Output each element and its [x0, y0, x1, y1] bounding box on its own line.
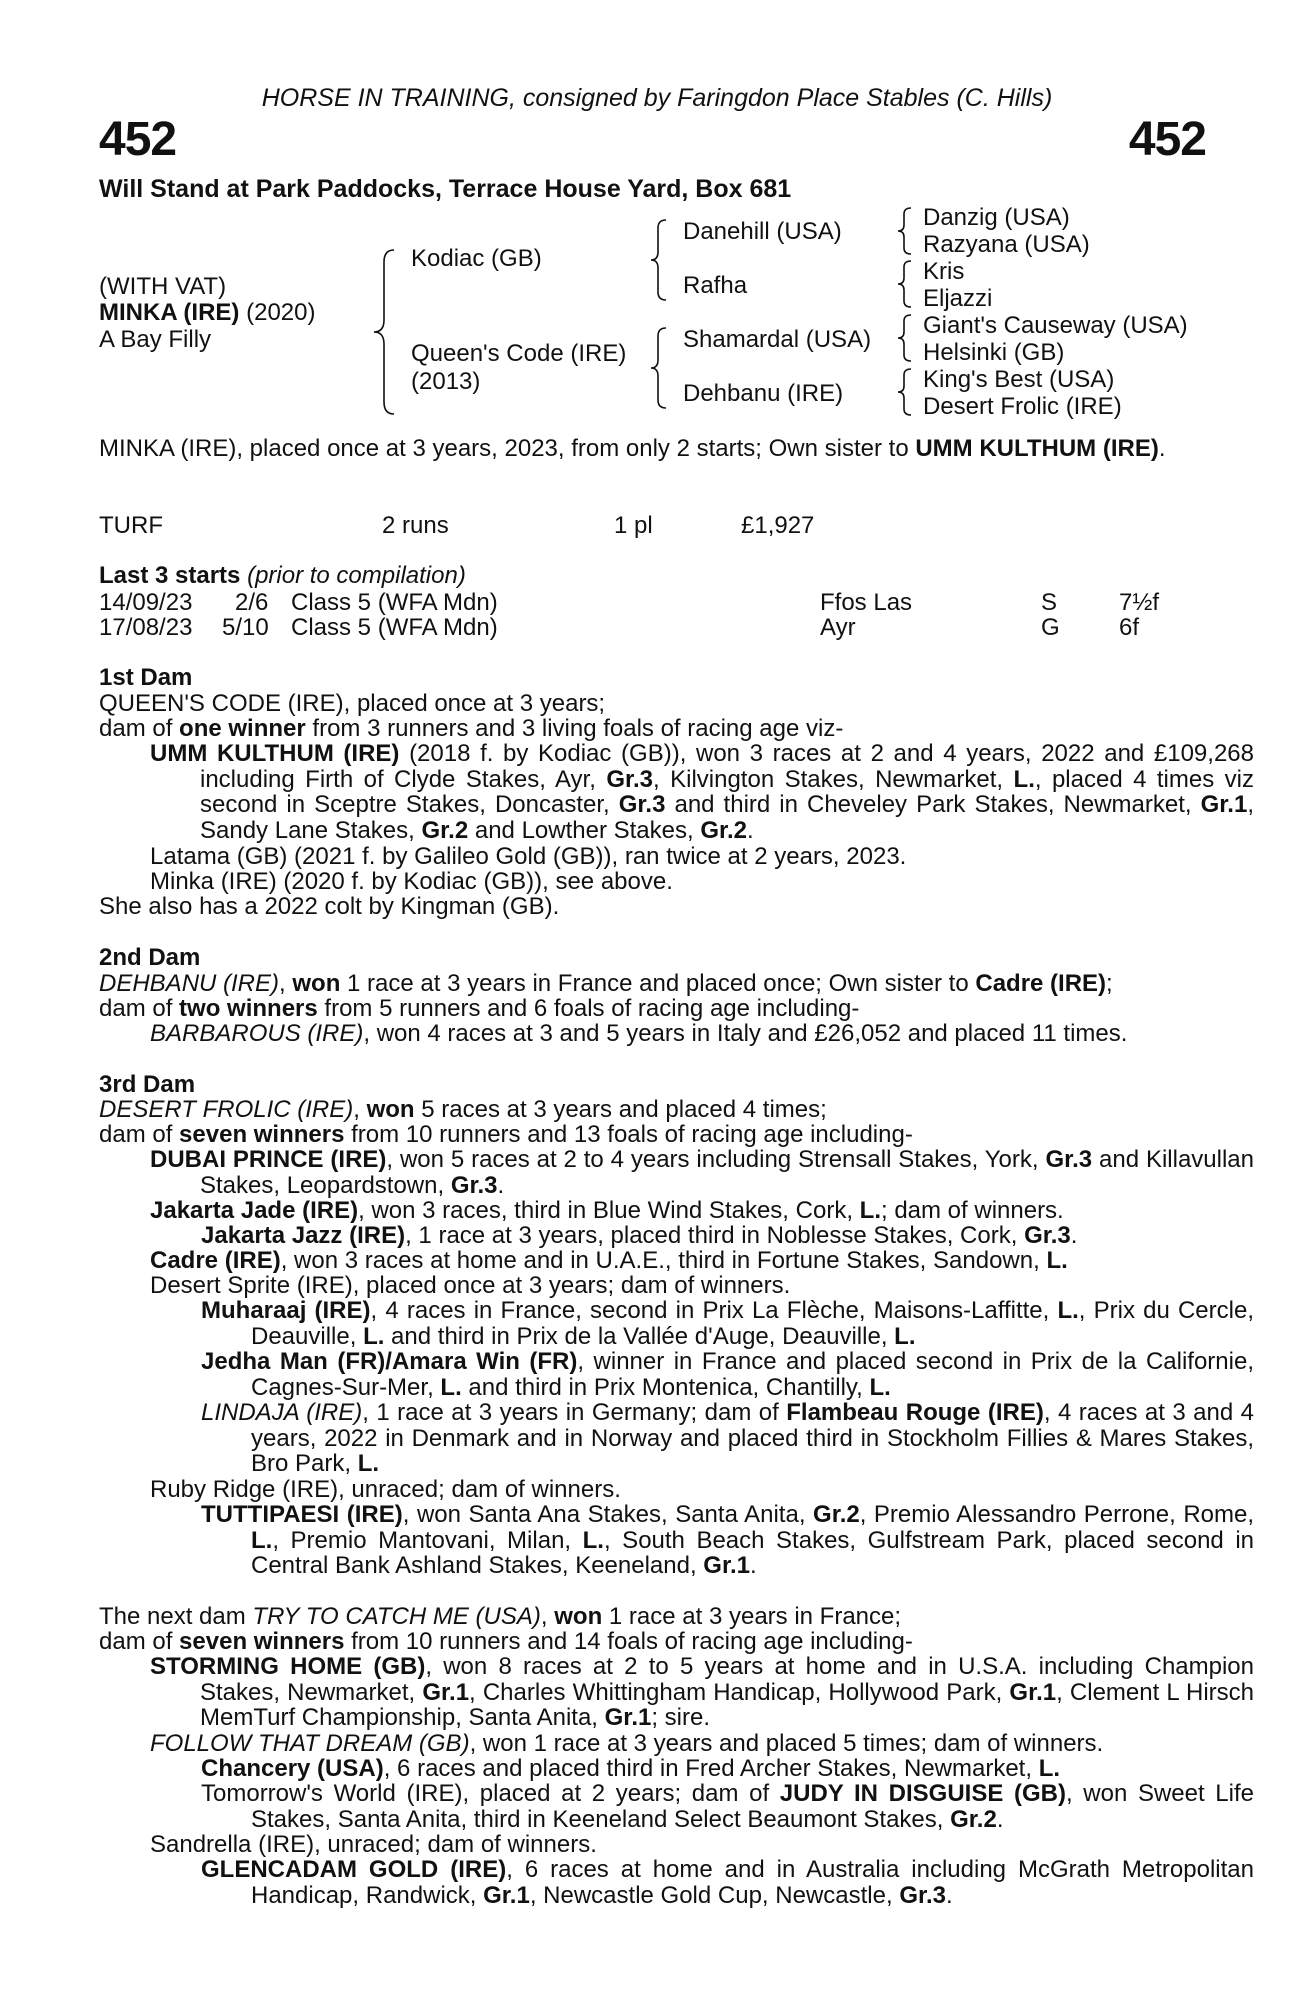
ancestor-5: Giant's Causeway (USA)	[923, 312, 1188, 339]
second-dam-line2: dam of two winners from 5 runners and 6 foals of racing age including-	[99, 995, 860, 1022]
barbarous-entry: BARBAROUS (IRE), won 4 races at 3 and 5 years in Italy and £26,052 and placed 11 times.	[150, 1020, 1128, 1047]
dubai-prince-entry: DUBAI PRINCE (IRE), won 5 races at 2 to 4 years including Strensall Stakes, York, Gr.3 and Killavullan Stakes, Leopardstown, Gr.3.	[150, 1146, 1255, 1199]
tuttipaesi-entry: TUTTIPAESI (IRE), won Santa Ana Stakes, Santa Anita, Gr.2, Premio Alessandro Perrone, Rome, L., Premio Mantovani, Milan, L., South Beach Stakes, Gulfstream Park, placed second in Central Bank Ashland Stakes, Keeneland, Gr.1.	[201, 1501, 1255, 1579]
ancestor-4: Eljazzi	[923, 285, 993, 312]
start-class: Class 5 (WFA Mdn)	[291, 614, 498, 641]
start-dist: 7½f	[1119, 589, 1160, 616]
pedigree-brace-g12	[895, 206, 917, 256]
sire-sire: Danehill (USA)	[683, 218, 842, 245]
minka-entry: Minka (IRE) (2020 f. by Kodiac (GB)), see above.	[150, 868, 673, 895]
third-dam-line1: DESERT FROLIC (IRE), won 5 races at 3 years and placed 4 times;	[99, 1096, 827, 1123]
dam-sire: Shamardal (USA)	[683, 326, 872, 353]
horse-title	[99, 300, 315, 326]
tomorrows-world-entry: Tomorrow's World (IRE), placed at 2 years; dam of JUDY IN DISGUISE (GB), won Sweet Life Stakes, Santa Anita, third in Keeneland Select Beaumont Stakes, Gr.2.	[201, 1780, 1254, 1833]
sire-dam: Rafha	[683, 272, 748, 299]
lindaja-entry: LINDAJA (IRE), 1 race at 3 years in Germany; dam of Flambeau Rouge (IRE), 4 races at 3 and 4 years, 2022 in Denmark and in Norway and placed third in Stockholm Fillies & Mares Stakes, Bro Park, L.	[201, 1399, 1254, 1477]
first-dam-line1: QUEEN'S CODE (IRE), placed once at 3 years;	[99, 690, 606, 717]
ancestor-3: Kris	[923, 258, 965, 285]
sandrella-entry: Sandrella (IRE), unraced; dam of winners.	[150, 1831, 597, 1858]
ancestor-7: King's Best (USA)	[923, 366, 1115, 393]
start-class: Class 5 (WFA Mdn)	[291, 589, 498, 616]
pedigree-brace-g34	[895, 259, 917, 309]
first-dam-line2: dam of one winner from 3 runners and 3 living foals of racing age viz-	[99, 715, 844, 742]
record-runs: 2 runs	[382, 512, 449, 539]
glencadam-gold-entry: GLENCADAM GOLD (IRE), 6 races at home and in Australia including McGrath Metropolitan Handicap, Randwick, Gr.1, Newcastle Gold Cup, Newcastle, Gr.3.	[201, 1856, 1254, 1909]
start-date: 14/09/23	[99, 589, 193, 616]
jakarta-jade-entry: Jakarta Jade (IRE), won 3 races, third in Blue Wind Stakes, Cork, L.; dam of winners.	[150, 1197, 1064, 1224]
lot-number-right: 452	[1128, 113, 1206, 166]
first-dam-heading: 1st Dam	[99, 664, 193, 691]
horse-year: (2020)	[246, 299, 316, 326]
next-dam-line1: The next dam TRY TO CATCH ME (USA), won 1 race at 3 years in France;	[99, 1603, 902, 1630]
ruby-ridge-entry: Ruby Ridge (IRE), unraced; dam of winners.	[150, 1476, 621, 1503]
horse-name: MINKA (IRE)	[99, 299, 240, 326]
latama-entry: Latama (GB) (2021 f. by Galileo Gold (GB)), ran twice at 2 years, 2023.	[150, 843, 907, 870]
pedigree-brace-dam	[648, 326, 672, 410]
dam-dam: Dehbanu (IRE)	[683, 380, 844, 407]
third-dam-heading: 3rd Dam	[99, 1071, 196, 1098]
record-placed: 1 pl	[614, 512, 653, 539]
pedigree-brace-g78	[895, 367, 917, 417]
ancestor-2: Razyana (USA)	[923, 231, 1090, 258]
second-dam-line1: DEHBANU (IRE), won 1 race at 3 years in France and placed once; Own sister to Cadre (IRE);	[99, 970, 1113, 997]
dam: Queen's Code (IRE)	[411, 340, 627, 367]
horse-description: A Bay Filly	[99, 326, 212, 353]
ancestor-1: Danzig (USA)	[923, 204, 1070, 231]
start-going: G	[1041, 614, 1060, 641]
jakarta-jazz-entry: Jakarta Jazz (IRE), 1 race at 3 years, placed third in Noblesse Stakes, Cork, Gr.3.	[201, 1222, 1078, 1249]
start-course: Ayr	[820, 614, 856, 641]
summary: MINKA (IRE), placed once at 3 years, 2023, from only 2 starts; Own sister to UMM KULTHUM (IRE).	[99, 435, 1166, 462]
next-dam-line2: dam of seven winners from 10 runners and 14 foals of racing age including-	[99, 1628, 913, 1655]
muharaaj-entry: Muharaaj (IRE), 4 races in France, second in Prix La Flèche, Maisons-Laffitte, L., Prix du Cercle, Deauville, L. and third in Prix de la Vallée d'Auge, Deauville, L.	[201, 1297, 1254, 1350]
dam-year: (2013)	[411, 368, 481, 395]
start-date: 17/08/23	[99, 614, 193, 641]
pedigree-brace-sire	[648, 218, 672, 302]
ancestor-6: Helsinki (GB)	[923, 339, 1065, 366]
start-pos: 2/6	[235, 589, 269, 616]
sale-header: HORSE IN TRAINING, consigned by Faringdon Place Stables (C. Hills)	[261, 84, 1053, 112]
vat-note: (WITH VAT)	[99, 273, 227, 300]
desert-sprite-entry: Desert Sprite (IRE), placed once at 3 years; dam of winners.	[150, 1272, 791, 1299]
umm-kulthum-entry: UMM KULTHUM (IRE) (2018 f. by Kodiac (GB)), won 3 races at 2 and 4 years, 2022 and £109,268 including Firth of Clyde Stakes, Ayr, Gr.3, Kilvington Stakes, Newmarket, L., placed 4 times viz second in Sceptre Stakes, Doncaster, Gr.3 and third in Cheveley Park Stakes, Newmarket, Gr.1, Sandy Lane Stakes, Gr.2 and Lowther Stakes, Gr.2.	[150, 740, 1254, 844]
lot-number-left: 452	[99, 113, 177, 166]
record-earnings: £1,927	[741, 512, 815, 539]
jedha-man-entry: Jedha Man (FR)/Amara Win (FR), winner in France and placed second in Prix de la Californie, Cagnes-Sur-Mer, L. and third in Prix Montenica, Chantilly, L.	[201, 1348, 1254, 1401]
cadre-entry: Cadre (IRE), won 3 races at home and in U.A.E., third in Fortune Stakes, Sandown, L.	[150, 1247, 1068, 1274]
start-pos: 5/10	[222, 614, 269, 641]
pedigree-brace-g56	[895, 313, 917, 363]
second-dam-heading: 2nd Dam	[99, 944, 201, 971]
chancery-entry: Chancery (USA), 6 races and placed third in Fred Archer Stakes, Newmarket, L.	[201, 1755, 1061, 1782]
record-surface: TURF	[99, 512, 163, 539]
third-dam-line2: dam of seven winners from 10 runners and 13 foals of racing age including-	[99, 1121, 913, 1148]
sire: Kodiac (GB)	[411, 245, 542, 272]
start-course: Ffos Las	[820, 589, 913, 616]
pedigree-brace-main	[370, 248, 400, 416]
start-dist: 6f	[1119, 614, 1140, 641]
follow-that-dream-entry: FOLLOW THAT DREAM (GB), won 1 race at 3 years and placed 5 times; dam of winners.	[150, 1730, 1104, 1757]
ancestor-8: Desert Frolic (IRE)	[923, 393, 1122, 420]
colt-note: She also has a 2022 colt by Kingman (GB).	[99, 893, 560, 920]
storming-home-entry: STORMING HOME (GB), won 8 races at 2 to 5 years at home and in U.S.A. including Champion Stakes, Newmarket, Gr.1, Charles Whittingham Handicap, Hollywood Park, Gr.1, Clement L Hirsch MemTurf Championship, Santa Anita, Gr.1; sire.	[150, 1653, 1255, 1731]
stable-location: Will Stand at Park Paddocks, Terrace House Yard, Box 681	[99, 175, 792, 203]
start-going: S	[1041, 589, 1058, 616]
last-starts-heading: Last 3 starts (prior to compilation)	[99, 562, 466, 589]
